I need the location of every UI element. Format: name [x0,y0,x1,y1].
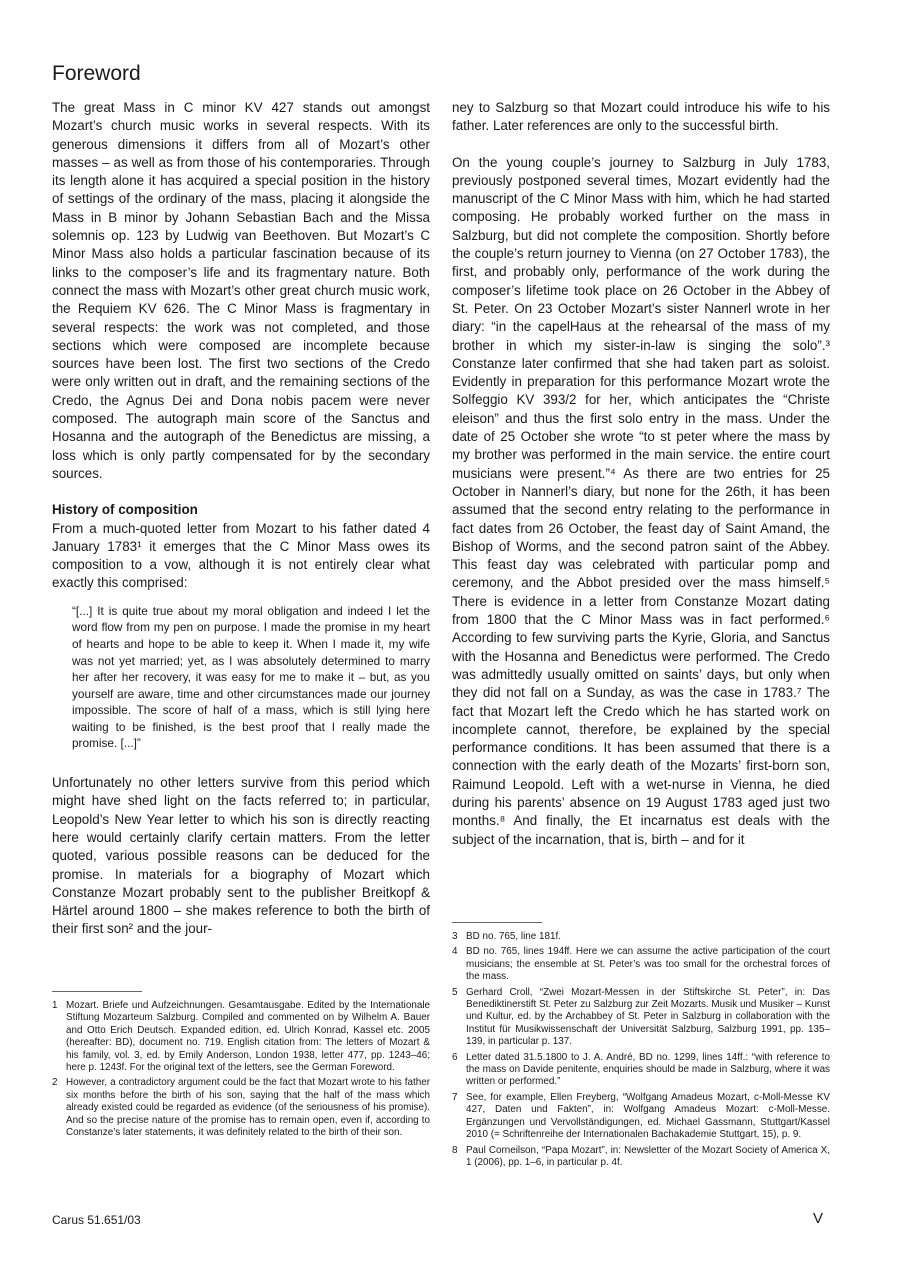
footnote-text: However, a contradictory argument could be the fact that Mozart wrote to his father six months before the birth of his son, saying that the half of the mass which already existed could be regarded as evidence (of the seriousness of his promise). And so the precise nature of the promise has to remain open, even if, according to Constanze’s later statements, it was definitely related to the birth of their son. [66,1077,430,1139]
footnote-number: 2 [52,1077,58,1089]
history-paragraph-2: Unfortunately no other letters survive from this period which might have shed light on the facts referred to; in particular, Leopold’s New Year letter to which his son is directly reacting here would certainly clarify certain matters. From the letter quoted, various possible reasons can be deduced for the promise. In materials for a biography of Mozart which Constanze Mozart probably sent to the publisher Breitkopf & Härtel around 1800 – she makes reference to both the birth of their first son² and the jour- [52,775,430,937]
footnote-number: 5 [452,986,458,998]
page-number: V [812,1210,823,1227]
footnote-number: 4 [452,946,458,958]
continuation-paragraph: ney to Salzburg so that Mozart could introduce his wife to his father. Later references are only to the successful birth. [452,100,830,134]
footnote-number: 1 [52,1000,58,1011]
footnote-text: See, for example, Ellen Freyberg, “Wolfgang Amadeus Mozart, c-Moll-Messe KV 427, Daten und Fakten”, in: Wolfgang Amadeus Mozart: c-Moll-Messe. Ergänzungen und Vervollständigungen, ed. Michael Gassmann, Stuttgart/Kassel 2010 (= Schriftenreihe der Internationalen Bachakademie Stuttgart, 15), p. 9. [466,1091,830,1141]
footnote-text: Mozart. Briefe und Aufzeichnungen. Gesamtausgabe. Edited by the Internationale Stiftung Mozarteum Salzburg. Compiled and commented on by Wilhelm A. Bauer and Otto Erich Deutsch. Expanded edition, ed. Ulrich Konrad, Kassel etc. 2005 (hereafter: BD), document no. 719. English citation from: The letters of Mozart & his family, vol. 3, ed. by Emily Anderson, London 1938, letter 477, pp. 1243–46; here p. 1243f. For the original text of the letters, see the German Foreword. [66,1000,430,1074]
footnote [452,1052,830,1089]
footnotes-left [52,991,430,1142]
footnote [452,1092,830,1142]
footnote [452,1145,830,1170]
footnote-rule [452,922,542,923]
footnote-text: Paul Corneilson, “Papa Mozart”, in: Newsletter of the Mozart Society of America X, 1 (2006), pp. 1–6, in particular p. 4f. [466,1144,830,1168]
footnote-number: 8 [452,1144,458,1156]
footnote [52,1077,430,1139]
footnote [452,931,830,943]
footnote [452,987,830,1049]
left-column [52,99,430,957]
footnote-text: Gerhard Croll, “Zwei Mozart-Messen in der Stiftskirche St. Peter”, in: Das Benediktinerstift St. Peter zu Salzburg zur Zeit Mozarts. Musik und Musiker – Kunst und Kultur, ed. by the Archabbey of St. Peter in Salzburg in collaboration with the Institut für Musikwissenschaft der Universität Salzburg, Salzburg 1991, pp. 135–139, in particular p. 137. [466,986,830,1048]
footnote-text: BD no. 765, lines 194ff. Here we can assume the active participation of the court musicians; the ensemble at St. Peter’s was too small for the orchestral forces of the mass. [466,946,830,983]
footnote-number: 7 [452,1091,458,1103]
footnotes-right [452,922,830,1172]
intro-paragraph: The great Mass in C minor KV 427 stands out amongst Mozart’s church music works in several respects. With its generous dimensions it differs from all of Mozart’s other masses – as well as from those of his contemporaries. Through its length alone it has acquired a special position in the history of settings of the ordinary of the mass, placing it alongside the Mass in B minor by Johann Sebastian Bach and the Missa solemnis op. 123 by Ludwig van Beethoven. But Mozart’s C Minor Mass also holds a particular fascination because of its links to the composer’s life and its fragmentary nature. Both connect the mass with Mozart’s other great church music work, the Requiem KV 626. The C Minor Mass is fragmentary in several respects: the work was not completed, and those sections which were composed are incomplete because sources have been lost. The first two sections of the Credo were only written out in draft, and the remaining sections of the Credo, the Agnus Dei and Dona nobis pacem were never composed. The autograph main score of the Sanctus and Hosanna and the autograph of the Benedictus are missing, a loss which is only partly compensated for by the secondary sources. [52,100,430,481]
footnote [52,1000,430,1074]
history-paragraph-1: From a much-quoted letter from Mozart to his father dated 4 January 1783¹ it emerges that the C Minor Mass owes its composition to a vow, although it is not entirely clear what exactly this comprised: [52,520,430,591]
page-title: Foreword [52,62,141,85]
footer-catalog: Carus 51.651/03 [52,1213,141,1227]
footnote-rule [52,991,142,992]
footnote [452,946,830,983]
section-heading: History of composition [52,502,198,518]
right-column [452,99,830,867]
main-paragraph: On the young couple’s journey to Salzburg in July 1783, previously postponed several times, Mozart evidently had the manuscript of the C Minor Mass with him, which he had started composing. He probably worked further on the mass in Salzburg, but did not complete the composition. Shortly before the couple’s return journey to Vienna (on 27 October 1783), the first, and probably only, performance of the work during the composer’s lifetime took place on 26 October in the Abbey of St. Peter. On 23 October Mozart’s sister Nannerl wrote in her diary: “in the capelHaus at the rehearsal of the mass of my brother in which my sister-in-law is singing the solo”.³ Constanze later confirmed that she had taken part as soloist. Evidently in preparation for this performance Mozart wrote the Solfeggio KV 393/2 for her, which anticipates the “Christe eleison” and thus the first solo entry in the mass. Under the date of 25 October she wrote “to st peter where the mass by my brother was performed in the main service. the entire court musicians were present.”⁴ As there are two entries for 25 October in Nannerl’s diary, but none for the 26th, it has been assumed that the second entry relating to the performance in fact dates from 26 October, the feast day of Saint Amand, the Bishop of Worms, and the second patron saint of the Abbey. This feast day was celebrated with particular pomp and ceremony, and the Abbot presided over the mass himself.⁵ There is evidence in a letter from Constanze Mozart dating from 1800 that the C Minor Mass was in fact performed.⁶ According to few surviving parts the Kyrie, Gloria, and Sanctus with the Hosanna and Benedictus were performed. The Credo was admittedly usually omitted on saints’ days, but only when they did not fall on a Sunday, as was the case in 1783.⁷ The fact that Mozart left the Credo which he has started work on incomplete cannot, therefore, be explained by the special performance conditions. It has been assumed that there is a connection with the early death of the Mozarts’ first-born son, Raimund Leopold. Left with a wet-nurse in Vienna, he died during his parents’ absence on 19 August 1783 aged just two months.⁸ And finally, the Et incarnatus est deals with the subject of the incarnation, that is, birth – and for it [452,154,830,847]
footnote-text: BD no. 765, line 181f. [466,931,561,942]
footnote-number: 6 [452,1051,458,1063]
footnote-number: 3 [452,931,458,942]
letter-quote: “[...] It is quite true about my moral obligation and indeed I let the word flow from my pen on purpose. I made the promise in my heart of hearts and hope to be able to keep it. When I made it, my wife was not yet married; yet, as I was absolutely determined to marry her after her recovery, it was easy for me to make it – but, as you yourself are aware, time and other circumstances made our journey impossible. The score of half of a mass, which is still lying here waiting to be finished, is the best proof that I really made the promise. [...]” [72,603,430,751]
footnote-text: Letter dated 31.5.1800 to J. A. André, BD no. 1299, lines 14ff.: “with reference to the mass on Davide penitente, enquiries should be made in Salzburg, where it was written or performed.” [466,1051,830,1088]
